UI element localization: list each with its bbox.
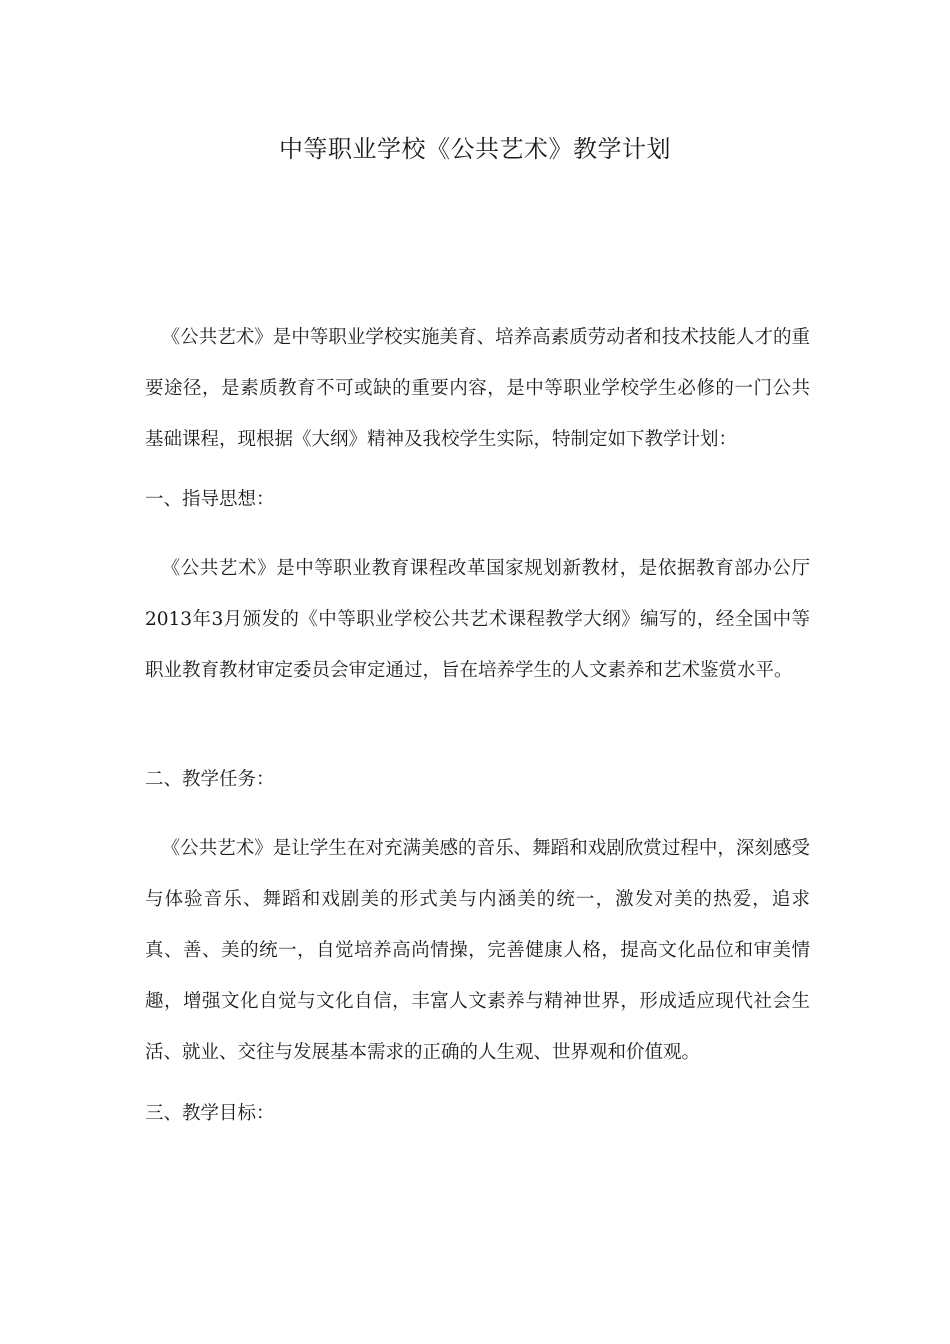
page-title: 中等职业学校《公共艺术》教学计划	[279, 135, 671, 163]
intro-paragraph: 《公共艺术》是中等职业学校实施美育、培养高素质劳动者和技术技能人才的重要途径，是素质教育不可或缺的重要内容，是中等职业学校学生必修的一门公共基础课程，现根据《大纲》精神及我校学生实际，特制定如下教学计划：	[145, 327, 810, 450]
section-heading-guiding-ideology: 一、指导思想：	[145, 489, 275, 510]
section-paragraph-guiding-ideology: 《公共艺术》是中等职业教育课程改革国家规划新教材，是依据教育部办公厅2013年3月颁发的《中等职业学校公共艺术课程教学大纲》编写的，经全国中等职业教育教材审定委员会审定通过，旨在培养学生的人文素养和艺术鉴赏水平。	[145, 558, 810, 681]
section-heading-teaching-goals: 三、教学目标：	[145, 1103, 275, 1124]
section-heading-teaching-tasks: 二、教学任务：	[145, 769, 275, 790]
section-paragraph-teaching-tasks: 《公共艺术》是让学生在对充满美感的音乐、舞蹈和戏剧欣赏过程中，深刻感受与体验音乐、舞蹈和戏剧美的形式美与内涵美的统一，激发对美的热爱，追求真、善、美的统一，自觉培养高尚情操，完善健康人格，提高文化品位和审美情趣，增强文化自觉与文化自信，丰富人文素养与精神世界，形成适应现代社会生活、就业、交往与发展基本需求的正确的人生观、世界观和价值观。	[145, 838, 810, 1063]
